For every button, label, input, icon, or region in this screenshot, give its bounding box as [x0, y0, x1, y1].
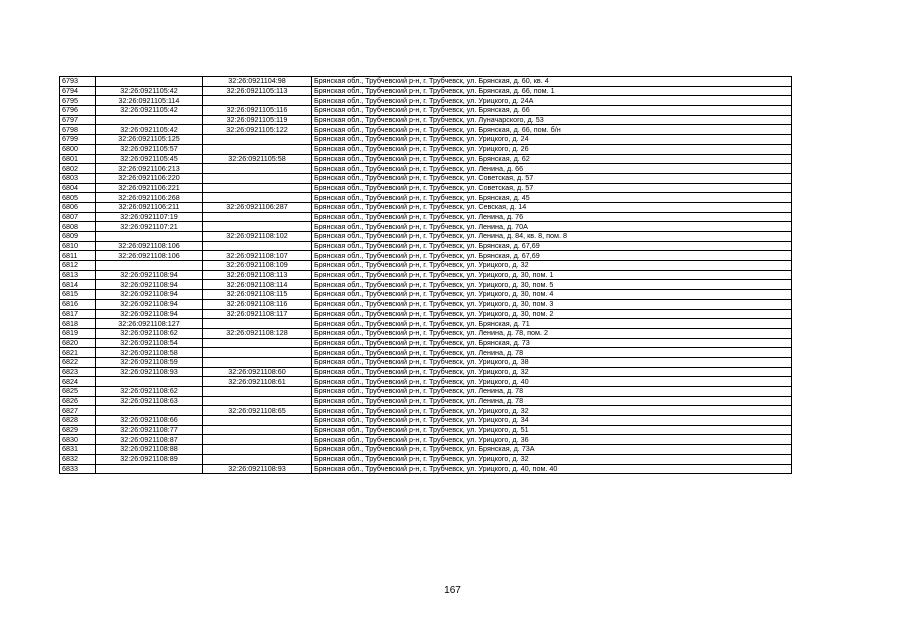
row-number-cell: 6801	[60, 154, 96, 164]
registry-table-body	[60, 77, 792, 474]
cadastral-number-cell	[203, 183, 312, 193]
row-number-cell: 6830	[60, 435, 96, 445]
address-cell: Брянская обл., Трубчевский р-н, г. Трубчевск, ул. Брянская, д. 67,69	[312, 241, 792, 251]
row-number-cell: 6795	[60, 96, 96, 106]
parent-cadastral-number-cell	[96, 77, 203, 87]
table-row	[60, 387, 792, 397]
table-row	[60, 454, 792, 464]
address-cell: Брянская обл., Трубчевский р-н, г. Трубчевск, ул. Ленина, д. 84, кв. 8, пом. 8	[312, 232, 792, 242]
parent-cadastral-number-cell: 32:26:0921105:45	[96, 154, 203, 164]
registry-table	[59, 76, 792, 474]
row-number-cell: 6800	[60, 144, 96, 154]
row-number-cell: 6833	[60, 464, 96, 474]
cadastral-number-cell	[203, 135, 312, 145]
table-row	[60, 328, 792, 338]
parent-cadastral-number-cell: 32:26:0921105:114	[96, 96, 203, 106]
cadastral-number-cell: 32:26:0921105:122	[203, 125, 312, 135]
row-number-cell: 6797	[60, 115, 96, 125]
address-cell: Брянская обл., Трубчевский р-н, г. Трубчевск, ул. Брянская, д. 73	[312, 338, 792, 348]
parent-cadastral-number-cell: 32:26:0921108:127	[96, 319, 203, 329]
row-number-cell: 6826	[60, 396, 96, 406]
cadastral-number-cell	[203, 338, 312, 348]
table-row	[60, 309, 792, 319]
row-number-cell: 6821	[60, 348, 96, 358]
address-cell: Брянская обл., Трубчевский р-н, г. Трубчевск, ул. Урицкого, д. 32	[312, 406, 792, 416]
row-number-cell: 6809	[60, 232, 96, 242]
address-cell: Брянская обл., Трубчевский р-н, г. Трубчевск, ул. Урицкого, д. 34	[312, 416, 792, 426]
parent-cadastral-number-cell	[96, 115, 203, 125]
table-row	[60, 406, 792, 416]
address-cell: Брянская обл., Трубчевский р-н, г. Трубчевск, ул. Урицкого, д. 24	[312, 135, 792, 145]
parent-cadastral-number-cell	[96, 232, 203, 242]
table-row	[60, 464, 792, 474]
parent-cadastral-number-cell: 32:26:0921108:94	[96, 299, 203, 309]
parent-cadastral-number-cell: 32:26:0921108:62	[96, 328, 203, 338]
address-cell: Брянская обл., Трубчевский р-н, г. Трубчевск, ул. Ленина, д. 78	[312, 348, 792, 358]
address-cell: Брянская обл., Трубчевский р-н, г. Трубчевск, ул. Ленина, д. 76	[312, 212, 792, 222]
table-row	[60, 377, 792, 387]
row-number-cell: 6817	[60, 309, 96, 319]
address-cell: Брянская обл., Трубчевский р-н, г. Трубчевск, ул. Урицкого, д. 26	[312, 144, 792, 154]
row-number-cell: 6824	[60, 377, 96, 387]
parent-cadastral-number-cell: 32:26:0921106:221	[96, 183, 203, 193]
address-cell: Брянская обл., Трубчевский р-н, г. Трубчевск, ул. Брянская, д. 71	[312, 319, 792, 329]
parent-cadastral-number-cell: 32:26:0921108:58	[96, 348, 203, 358]
row-number-cell: 6796	[60, 106, 96, 116]
row-number-cell: 6815	[60, 290, 96, 300]
parent-cadastral-number-cell: 32:26:0921106:211	[96, 202, 203, 212]
cadastral-number-cell: 32:26:0921104:98	[203, 77, 312, 87]
table-row	[60, 173, 792, 183]
table-row	[60, 144, 792, 154]
cadastral-number-cell	[203, 454, 312, 464]
cadastral-number-cell	[203, 164, 312, 174]
row-number-cell: 6822	[60, 357, 96, 367]
cadastral-number-cell: 32:26:0921106:287	[203, 202, 312, 212]
table-row	[60, 154, 792, 164]
cadastral-number-cell: 32:26:0921108:93	[203, 464, 312, 474]
address-cell: Брянская обл., Трубчевский р-н, г. Трубчевск, ул. Севская, д. 14	[312, 202, 792, 212]
parent-cadastral-number-cell: 32:26:0921105:42	[96, 86, 203, 96]
parent-cadastral-number-cell	[96, 377, 203, 387]
cadastral-number-cell: 32:26:0921108:115	[203, 290, 312, 300]
parent-cadastral-number-cell: 32:26:0921108:88	[96, 445, 203, 455]
cadastral-number-cell: 32:26:0921108:113	[203, 270, 312, 280]
row-number-cell: 6832	[60, 454, 96, 464]
address-cell: Брянская обл., Трубчевский р-н, г. Трубчевск, ул. Урицкого, д. 36	[312, 435, 792, 445]
cadastral-number-cell	[203, 435, 312, 445]
parent-cadastral-number-cell: 32:26:0921108:106	[96, 241, 203, 251]
table-row	[60, 251, 792, 261]
parent-cadastral-number-cell: 32:26:0921107:21	[96, 222, 203, 232]
cadastral-number-cell: 32:26:0921108:60	[203, 367, 312, 377]
parent-cadastral-number-cell: 32:26:0921108:106	[96, 251, 203, 261]
address-cell: Брянская обл., Трубчевский р-н, г. Трубчевск, ул. Брянская, д. 60, кв. 4	[312, 77, 792, 87]
address-cell: Брянская обл., Трубчевский р-н, г. Трубчевск, ул. Урицкого, д. 32	[312, 454, 792, 464]
cadastral-number-cell	[203, 241, 312, 251]
row-number-cell: 6804	[60, 183, 96, 193]
address-cell: Брянская обл., Трубчевский р-н, г. Трубчевск, ул. Ленина, д. 70А	[312, 222, 792, 232]
cadastral-number-cell: 32:26:0921108:114	[203, 280, 312, 290]
row-number-cell: 6807	[60, 212, 96, 222]
cadastral-number-cell	[203, 319, 312, 329]
table-row	[60, 445, 792, 455]
address-cell: Брянская обл., Трубчевский р-н, г. Трубчевск, ул. Ленина, д. 78	[312, 396, 792, 406]
address-cell: Брянская обл., Трубчевский р-н, г. Трубчевск, ул. Ленина, д. 78, пом. 2	[312, 328, 792, 338]
address-cell: Брянская обл., Трубчевский р-н, г. Трубчевск, ул. Брянская, д. 66, пом. 1	[312, 86, 792, 96]
parent-cadastral-number-cell	[96, 261, 203, 271]
row-number-cell: 6805	[60, 193, 96, 203]
row-number-cell: 6828	[60, 416, 96, 426]
row-number-cell: 6831	[60, 445, 96, 455]
cadastral-number-cell	[203, 348, 312, 358]
address-cell: Брянская обл., Трубчевский р-н, г. Трубчевск, ул. Урицкого, д. 38	[312, 357, 792, 367]
cadastral-number-cell	[203, 222, 312, 232]
cadastral-number-cell	[203, 173, 312, 183]
table-row	[60, 290, 792, 300]
table-row	[60, 135, 792, 145]
address-cell: Брянская обл., Трубчевский р-н, г. Трубчевск, ул. Ленина, д. 66	[312, 164, 792, 174]
address-cell: Брянская обл., Трубчевский р-н, г. Трубчевск, ул. Урицкого, д. 51	[312, 425, 792, 435]
row-number-cell: 6794	[60, 86, 96, 96]
row-number-cell: 6803	[60, 173, 96, 183]
row-number-cell: 6814	[60, 280, 96, 290]
cadastral-number-cell	[203, 416, 312, 426]
cadastral-number-cell: 32:26:0921108:116	[203, 299, 312, 309]
cadastral-number-cell: 32:26:0921108:61	[203, 377, 312, 387]
cadastral-number-cell: 32:26:0921105:119	[203, 115, 312, 125]
cadastral-number-cell	[203, 144, 312, 154]
address-cell: Брянская обл., Трубчевский р-н, г. Трубчевск, ул. Брянская, д. 45	[312, 193, 792, 203]
cadastral-number-cell	[203, 96, 312, 106]
address-cell: Брянская обл., Трубчевский р-н, г. Трубчевск, ул. Урицкого, д. 24А	[312, 96, 792, 106]
cadastral-number-cell: 32:26:0921108:65	[203, 406, 312, 416]
row-number-cell: 6827	[60, 406, 96, 416]
row-number-cell: 6808	[60, 222, 96, 232]
table-row	[60, 435, 792, 445]
parent-cadastral-number-cell	[96, 464, 203, 474]
cadastral-number-cell	[203, 445, 312, 455]
row-number-cell: 6793	[60, 77, 96, 87]
table-row	[60, 183, 792, 193]
table-row	[60, 299, 792, 309]
table-row	[60, 261, 792, 271]
address-cell: Брянская обл., Трубчевский р-н, г. Трубчевск, ул. Брянская, д. 73А	[312, 445, 792, 455]
page-number: 167	[444, 585, 461, 596]
table-row	[60, 319, 792, 329]
parent-cadastral-number-cell: 32:26:0921108:93	[96, 367, 203, 377]
table-row	[60, 164, 792, 174]
parent-cadastral-number-cell: 32:26:0921108:94	[96, 290, 203, 300]
parent-cadastral-number-cell: 32:26:0921105:57	[96, 144, 203, 154]
parent-cadastral-number-cell: 32:26:0921106:268	[96, 193, 203, 203]
address-cell: Брянская обл., Трубчевский р-н, г. Трубчевск, ул. Брянская, д. 67,69	[312, 251, 792, 261]
row-number-cell: 6825	[60, 387, 96, 397]
table-row	[60, 125, 792, 135]
cadastral-number-cell	[203, 193, 312, 203]
parent-cadastral-number-cell: 32:26:0921108:66	[96, 416, 203, 426]
table-row	[60, 86, 792, 96]
cadastral-number-cell	[203, 387, 312, 397]
address-cell: Брянская обл., Трубчевский р-н, г. Трубчевск, ул. Ленина, д. 78	[312, 387, 792, 397]
parent-cadastral-number-cell: 32:26:0921105:125	[96, 135, 203, 145]
cadastral-number-cell	[203, 357, 312, 367]
parent-cadastral-number-cell: 32:26:0921106:213	[96, 164, 203, 174]
table-row	[60, 241, 792, 251]
table-row	[60, 348, 792, 358]
table-row	[60, 280, 792, 290]
table-row	[60, 222, 792, 232]
table-row	[60, 338, 792, 348]
cadastral-number-cell: 32:26:0921108:102	[203, 232, 312, 242]
parent-cadastral-number-cell: 32:26:0921106:220	[96, 173, 203, 183]
parent-cadastral-number-cell: 32:26:0921108:63	[96, 396, 203, 406]
table-row	[60, 193, 792, 203]
address-cell: Брянская обл., Трубчевский р-н, г. Трубчевск, ул. Урицкого, д. 30, пом. 5	[312, 280, 792, 290]
cadastral-number-cell: 32:26:0921105:116	[203, 106, 312, 116]
table-row	[60, 425, 792, 435]
row-number-cell: 6829	[60, 425, 96, 435]
parent-cadastral-number-cell: 32:26:0921108:62	[96, 387, 203, 397]
address-cell: Брянская обл., Трубчевский р-н, г. Трубчевск, ул. Урицкого, д. 40	[312, 377, 792, 387]
table-row	[60, 396, 792, 406]
cadastral-number-cell	[203, 425, 312, 435]
parent-cadastral-number-cell: 32:26:0921105:42	[96, 106, 203, 116]
address-cell: Брянская обл., Трубчевский р-н, г. Трубчевск, ул. Брянская, д. 62	[312, 154, 792, 164]
row-number-cell: 6813	[60, 270, 96, 280]
cadastral-number-cell	[203, 212, 312, 222]
row-number-cell: 6798	[60, 125, 96, 135]
table-row	[60, 212, 792, 222]
address-cell: Брянская обл., Трубчевский р-н, г. Трубчевск, ул. Урицкого, д. 30, пом. 4	[312, 290, 792, 300]
table-row	[60, 77, 792, 87]
table-row	[60, 357, 792, 367]
address-cell: Брянская обл., Трубчевский р-н, г. Трубчевск, ул. Брянская, д. 66, пом. б/н	[312, 125, 792, 135]
table-row	[60, 416, 792, 426]
table-row	[60, 270, 792, 280]
parent-cadastral-number-cell: 32:26:0921108:54	[96, 338, 203, 348]
address-cell: Брянская обл., Трубчевский р-н, г. Трубчевск, ул. Урицкого, д. 30, пом. 1	[312, 270, 792, 280]
cadastral-number-cell: 32:26:0921108:128	[203, 328, 312, 338]
parent-cadastral-number-cell: 32:26:0921108:94	[96, 270, 203, 280]
row-number-cell: 6811	[60, 251, 96, 261]
row-number-cell: 6818	[60, 319, 96, 329]
address-cell: Брянская обл., Трубчевский р-н, г. Трубчевск, ул. Луначарского, д. 53	[312, 115, 792, 125]
parent-cadastral-number-cell: 32:26:0921108:87	[96, 435, 203, 445]
address-cell: Брянская обл., Трубчевский р-н, г. Трубчевск, ул. Урицкого, д. 32	[312, 367, 792, 377]
address-cell: Брянская обл., Трубчевский р-н, г. Трубчевск, ул. Урицкого, д. 32	[312, 261, 792, 271]
parent-cadastral-number-cell	[96, 406, 203, 416]
address-cell: Брянская обл., Трубчевский р-н, г. Трубчевск, ул. Урицкого, д. 30, пом. 3	[312, 299, 792, 309]
parent-cadastral-number-cell: 32:26:0921108:77	[96, 425, 203, 435]
cadastral-number-cell: 32:26:0921105:58	[203, 154, 312, 164]
cadastral-number-cell	[203, 396, 312, 406]
row-number-cell: 6812	[60, 261, 96, 271]
table-row	[60, 202, 792, 212]
parent-cadastral-number-cell: 32:26:0921108:59	[96, 357, 203, 367]
table-row	[60, 232, 792, 242]
parent-cadastral-number-cell: 32:26:0921108:89	[96, 454, 203, 464]
row-number-cell: 6820	[60, 338, 96, 348]
table-row	[60, 106, 792, 116]
row-number-cell: 6816	[60, 299, 96, 309]
cadastral-number-cell: 32:26:0921105:113	[203, 86, 312, 96]
address-cell: Брянская обл., Трубчевский р-н, г. Трубчевск, ул. Советская, д. 57	[312, 173, 792, 183]
address-cell: Брянская обл., Трубчевский р-н, г. Трубчевск, ул. Урицкого, д. 40, пом. 40	[312, 464, 792, 474]
parent-cadastral-number-cell: 32:26:0921105:42	[96, 125, 203, 135]
cadastral-number-cell: 32:26:0921108:117	[203, 309, 312, 319]
row-number-cell: 6799	[60, 135, 96, 145]
parent-cadastral-number-cell: 32:26:0921107:19	[96, 212, 203, 222]
table-row	[60, 367, 792, 377]
address-cell: Брянская обл., Трубчевский р-н, г. Трубчевск, ул. Брянская, д. 66	[312, 106, 792, 116]
cadastral-number-cell: 32:26:0921108:109	[203, 261, 312, 271]
address-cell: Брянская обл., Трубчевский р-н, г. Трубчевск, ул. Советская, д. 57	[312, 183, 792, 193]
row-number-cell: 6823	[60, 367, 96, 377]
parent-cadastral-number-cell: 32:26:0921108:94	[96, 280, 203, 290]
table-row	[60, 96, 792, 106]
parent-cadastral-number-cell: 32:26:0921108:94	[96, 309, 203, 319]
row-number-cell: 6810	[60, 241, 96, 251]
cadastral-number-cell: 32:26:0921108:107	[203, 251, 312, 261]
table-row	[60, 115, 792, 125]
row-number-cell: 6806	[60, 202, 96, 212]
address-cell: Брянская обл., Трубчевский р-н, г. Трубчевск, ул. Урицкого, д. 30, пом. 2	[312, 309, 792, 319]
row-number-cell: 6819	[60, 328, 96, 338]
row-number-cell: 6802	[60, 164, 96, 174]
